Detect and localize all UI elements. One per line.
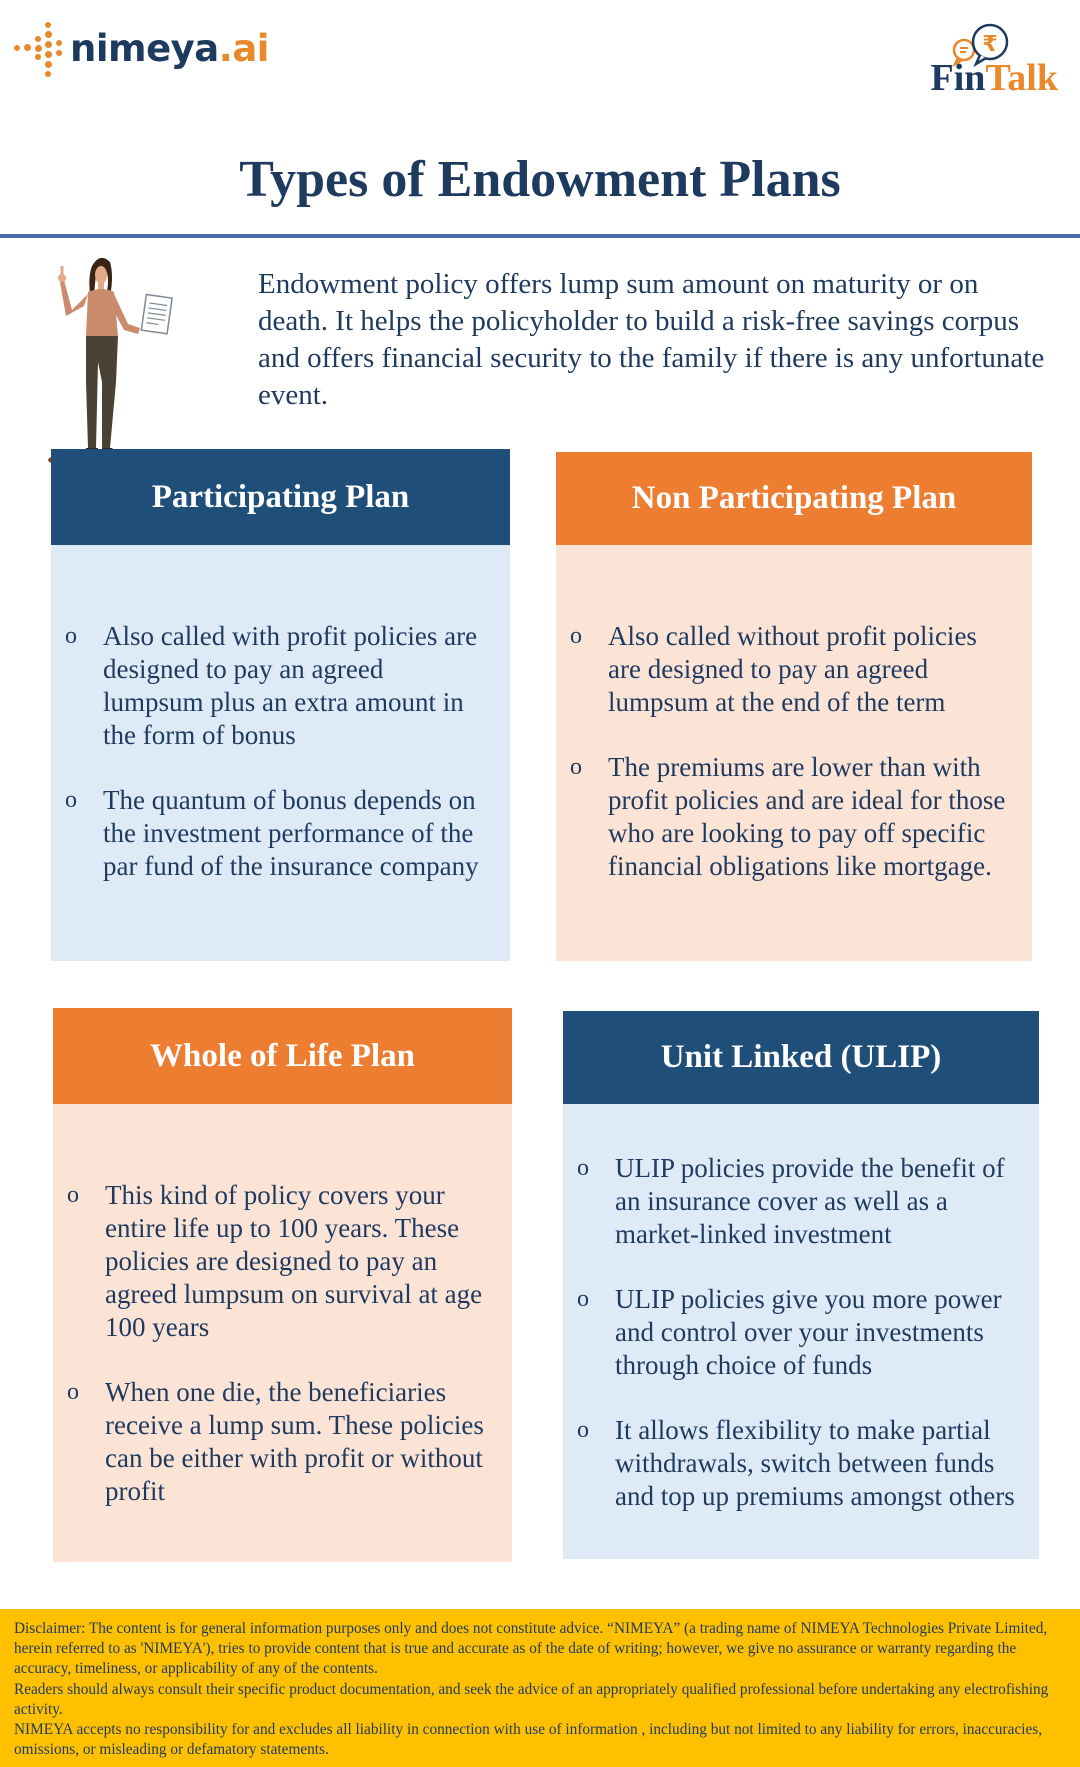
list-item: o Also called without profit policies are designed to pay an agreed lumpsum at the end of the term: [570, 620, 1012, 719]
nimeya-dots-icon: [12, 20, 68, 76]
intro-paragraph: Endowment policy offers lump sum amount on maturity or on death. It helps the policyholder to build a risk-free savings corpus and offers financial security to the family if there is any unfortunate event.: [258, 268, 1045, 411]
non-participating-plan-heading: Non Participating Plan: [556, 452, 1032, 545]
participating-plan-heading: Participating Plan: [51, 449, 510, 545]
ulip-heading: Unit Linked (ULIP): [563, 1011, 1039, 1104]
list-item: o ULIP policies give you more power and control over your investments through choice of funds: [577, 1283, 1019, 1382]
disclaimer-box: [0, 1609, 1080, 1767]
participating-plan-list: [65, 620, 490, 883]
list-item: o Also called with profit policies are designed to pay an agreed lumpsum plus an extra amount in the form of bonus: [65, 620, 490, 752]
fintalk-talk: Talk: [985, 57, 1058, 99]
participating-plan-body: [51, 545, 510, 961]
non-participating-plan-body: [556, 545, 1032, 961]
whole-of-life-plan-list: [67, 1179, 492, 1508]
fintalk-fin: Fin: [930, 57, 986, 99]
fintalk-wordmark: [931, 56, 1058, 100]
woman-holding-document-illustration: [48, 252, 198, 472]
disclaimer-paragraph: Disclaimer: The content is for general information purposes only and does not constitute advice. “NIMEYA” (a trading name of NIMEYA Technologies Private Limited, herein referred to as 'NIMEYA'), tries to provide content that is true and accurate as of the date of writing; however, we give no assurance or warranty regarding the accuracy, timeliness, or applicability of any of the contents.: [14, 1620, 1048, 1678]
list-item: o The premiums are lower than with profit policies and are ideal for those who are looking to pay off specific financial obligations like mortgage.: [570, 751, 1012, 883]
nimeya-suffix: .ai: [218, 26, 269, 70]
disclaimer-paragraph: NIMEYA accepts no responsibility for and excludes all liability in connection with use of information , including but not limited to any liability for errors, inaccuracies, omissions, or misleading or defamatory statements.: [14, 1721, 1043, 1759]
disclaimer-paragraph: Readers should always consult their specific product documentation, and seek the advice of an appropriately qualified professional before undertaking any electrofishing activity.: [14, 1680, 1049, 1718]
page-title: Types of Endowment Plans: [239, 151, 841, 208]
title-divider: [0, 234, 1080, 238]
rupee-symbol: ₹: [982, 32, 998, 57]
list-item: o When one die, the beneficiaries receive a lump sum. These policies can be either with profit or without profit: [67, 1376, 492, 1508]
non-participating-plan-card: [556, 452, 1032, 961]
non-participating-plan-list: [570, 620, 1012, 883]
whole-of-life-plan-body: [53, 1104, 512, 1562]
ulip-list: [577, 1152, 1019, 1513]
list-item: o This kind of policy covers your entire life up to 100 years. These policies are designed to pay an agreed lumpsum on survival at age 100 years: [67, 1179, 492, 1344]
list-item: o The quantum of bonus depends on the investment performance of the par fund of the insurance company: [65, 784, 490, 883]
participating-plan-card: [51, 449, 510, 961]
ulip-body: [563, 1104, 1039, 1559]
list-item: o ULIP policies provide the benefit of an insurance cover as well as a market-linked investment: [577, 1152, 1019, 1251]
nimeya-wordmark: [70, 27, 269, 70]
ulip-card: [563, 1011, 1039, 1559]
whole-of-life-plan-heading: Whole of Life Plan: [53, 1008, 512, 1104]
nimeya-name: nimeya: [70, 26, 219, 70]
whole-of-life-plan-card: [53, 1008, 512, 1562]
list-item: o It allows flexibility to make partial withdrawals, switch between funds and top up premiums amongst others: [577, 1414, 1019, 1513]
nimeya-logo[interactable]: [12, 18, 269, 78]
fintalk-logo[interactable]: [928, 20, 1058, 100]
